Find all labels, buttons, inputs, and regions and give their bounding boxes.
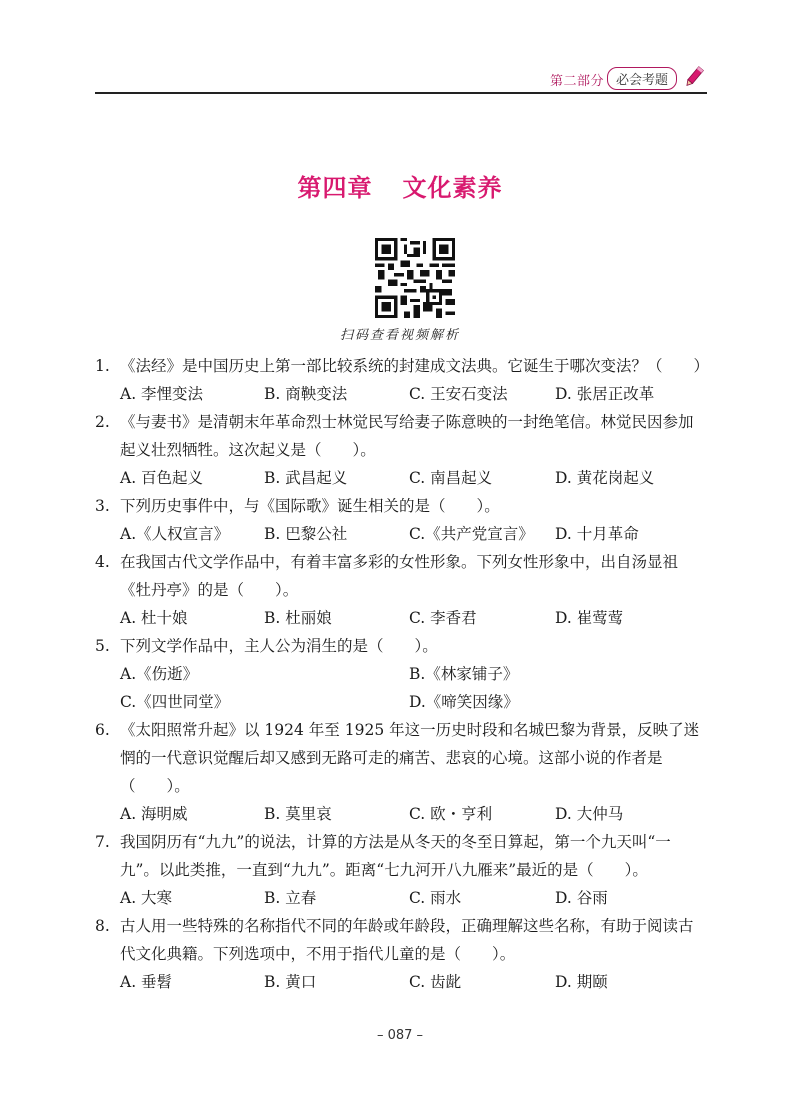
option-b[interactable]: B. 武昌起义	[264, 469, 348, 487]
option-a[interactable]: A. 垂髫	[120, 973, 173, 991]
option-d[interactable]: D. 黄花岗起义	[555, 469, 655, 487]
question-number: 1.	[95, 357, 110, 375]
option-a[interactable]: A. 海明威	[120, 805, 188, 823]
option-b[interactable]: B. 商鞅变法	[264, 385, 348, 403]
question-number: 7.	[95, 833, 110, 851]
option-c[interactable]: C.《四世同堂》	[120, 693, 230, 711]
option-a[interactable]: A. 百色起义	[120, 469, 204, 487]
option-c[interactable]: C. 齿龀	[409, 973, 462, 991]
question-number: 4.	[95, 553, 110, 571]
chapter-number: 第四章	[297, 173, 373, 202]
question-number: 3.	[95, 497, 110, 515]
question-5	[95, 632, 707, 716]
option-c[interactable]: C. 王安石变法	[409, 385, 508, 403]
question-stem: 下列历史事件中，与《国际歌》诞生相关的是（ ）。	[120, 497, 500, 515]
question-number: 6.	[95, 721, 110, 739]
option-b[interactable]: B. 莫里哀	[264, 805, 332, 823]
option-b[interactable]: B. 巴黎公社	[264, 525, 348, 543]
question-6	[95, 716, 707, 828]
option-b[interactable]: B. 黄口	[264, 973, 317, 991]
question-stem: 古人用一些特殊的名称指代不同的年龄或年龄段，正确理解这些名称，有助于阅读古代文化典籍。下列选项中，不用于指代儿童的是（ ）。	[120, 917, 694, 963]
option-d[interactable]: D. 期颐	[555, 973, 608, 991]
option-a[interactable]: A.《人权宣言》	[120, 525, 230, 543]
question-number: 2.	[95, 413, 110, 431]
chapter-title	[0, 168, 800, 203]
question-2	[95, 408, 707, 492]
option-c[interactable]: C. 雨水	[409, 889, 462, 907]
question-number: 8.	[95, 917, 110, 935]
chapter-name: 文化素养	[402, 173, 503, 202]
pencil-icon	[683, 64, 705, 90]
qr-caption: 扫码查看视频解析	[339, 328, 460, 343]
option-a[interactable]: A. 杜十娘	[120, 609, 188, 627]
option-b[interactable]: B. 杜丽娘	[264, 609, 332, 627]
option-d[interactable]: D.《啼笑因缘》	[409, 693, 519, 711]
option-d[interactable]: D. 十月革命	[555, 525, 639, 543]
question-list	[95, 352, 710, 996]
question-1	[95, 352, 710, 408]
question-stem: 我国阴历有“九九”的说法，计算的方法是从冬天的冬至日算起，第一个九天叫“一九”。以此类推，一直到“九九”。距离“七九河开八九雁来”最近的是（ ）。	[120, 833, 671, 879]
option-c[interactable]: C. 南昌起义	[409, 469, 493, 487]
option-b[interactable]: B. 立春	[264, 889, 317, 907]
qr-code[interactable]	[375, 238, 455, 318]
option-a[interactable]: A.《伤逝》	[120, 665, 199, 683]
question-7	[95, 828, 707, 912]
option-b[interactable]: B.《林家铺子》	[409, 665, 519, 683]
question-stem: 《与妻书》是清朝末年革命烈士林觉民写给妻子陈意映的一封绝笔信。林觉民因参加起义壮烈牺牲。这次起义是（ ）。	[120, 413, 694, 459]
running-header	[95, 66, 707, 92]
header-rule	[95, 92, 707, 94]
question-4	[95, 548, 707, 632]
section-label: 第二部分	[549, 74, 604, 89]
option-a[interactable]: A. 大寒	[120, 889, 173, 907]
section-badge: 必会考题	[607, 67, 677, 90]
option-c[interactable]: C. 李香君	[409, 609, 477, 627]
question-number: 5.	[95, 637, 110, 655]
question-stem: 下列文学作品中，主人公为涓生的是（ ）。	[120, 637, 438, 655]
option-d[interactable]: D. 谷雨	[555, 889, 608, 907]
question-8	[95, 912, 707, 996]
option-d[interactable]: D. 崔莺莺	[555, 609, 624, 627]
page-number: – 087 –	[376, 1028, 424, 1043]
question-stem: 《太阳照常升起》以 1924 年至 1925 年这一历史时段和名城巴黎为背景，反映了迷惘的一代意识觉醒后却又感到无路可走的痛苦、悲哀的心境。这部小说的作者是（ ）。	[120, 721, 700, 795]
option-d[interactable]: D. 张居正改革	[555, 385, 655, 403]
option-c[interactable]: C.《共产党宣言》	[409, 525, 534, 543]
question-stem: 《法经》是中国历史上第一部比较系统的封建成文法典。它诞生于哪次变法？（ ）	[120, 357, 710, 375]
option-d[interactable]: D. 大仲马	[555, 805, 624, 823]
question-stem: 在我国古代文学作品中，有着丰富多彩的女性形象。下列女性形象中，出自汤显祖《牡丹亭》的是（ ）。	[120, 553, 679, 599]
option-a[interactable]: A. 李悝变法	[120, 385, 204, 403]
option-c[interactable]: C. 欧・亨利	[409, 805, 493, 823]
question-3	[95, 492, 707, 548]
